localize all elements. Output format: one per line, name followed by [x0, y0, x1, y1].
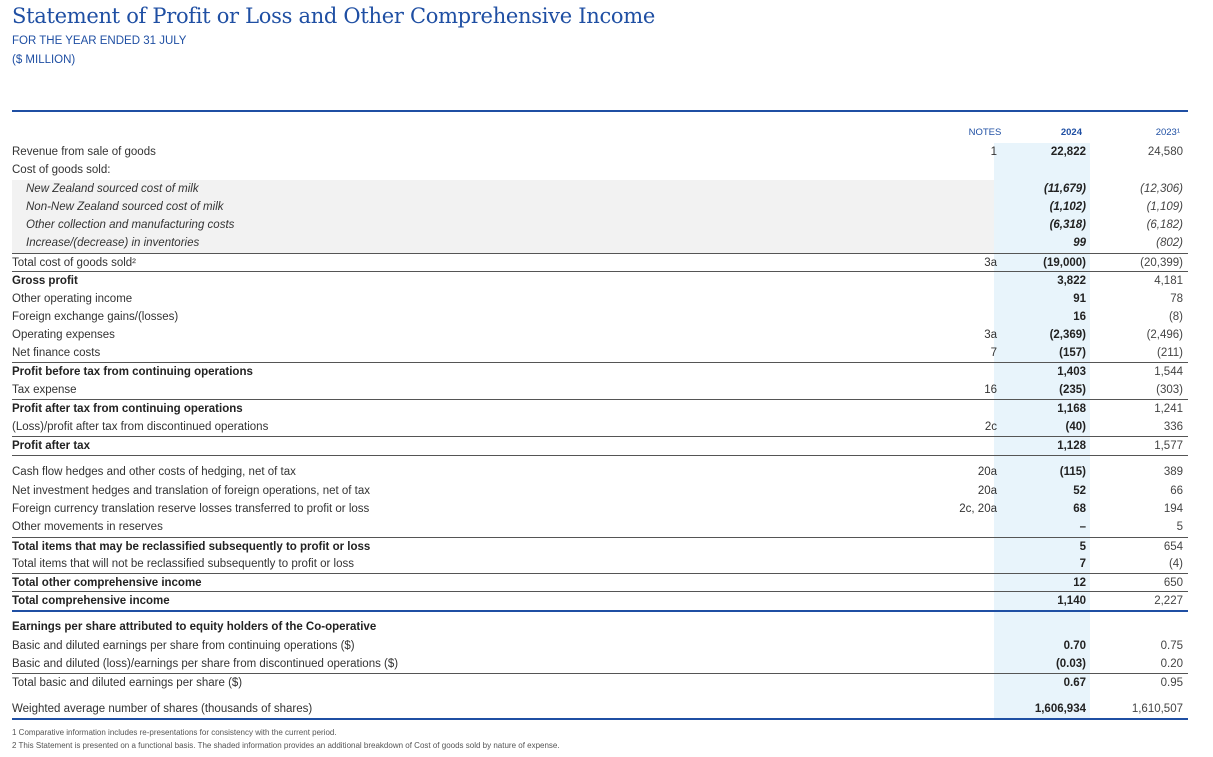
row-label: Gross profit	[12, 275, 78, 287]
table-row	[12, 673, 1188, 692]
row-note: 2c	[984, 421, 997, 433]
table-row	[12, 482, 1188, 500]
row-note: 20a	[977, 485, 997, 497]
row-label: Total cost of goods sold²	[12, 257, 137, 269]
row-value-2023: 389	[1163, 466, 1183, 478]
row-value-2023: 78	[1170, 293, 1183, 305]
row-label: New Zealand sourced cost of milk	[26, 183, 199, 195]
period-subtitle: FOR THE YEAR ENDED 31 JULY	[12, 35, 187, 47]
table-row	[12, 198, 1188, 216]
row-label: Operating expenses	[12, 329, 115, 341]
row-note: 7	[990, 347, 997, 359]
row-value-2023: 1,577	[1154, 440, 1183, 452]
row-label: Other movements in reserves	[12, 521, 163, 533]
row-label: Weighted average number of shares (thousands of shares)	[12, 703, 313, 715]
table-row	[12, 573, 1188, 592]
row-value-2024: (40)	[1065, 421, 1086, 433]
table-row	[12, 618, 1188, 636]
row-value-2024: 52	[1073, 485, 1086, 497]
row-value-2024: 5	[1079, 541, 1086, 553]
row-value-2024: 1,128	[1057, 440, 1086, 452]
row-label: Other operating income	[12, 293, 133, 305]
row-value-2024: (1,102)	[1049, 201, 1086, 213]
row-value-2023: 0.95	[1160, 677, 1183, 689]
row-value-2024: (0.03)	[1055, 658, 1086, 670]
row-note: 20a	[977, 466, 997, 478]
row-value-2023: 654	[1163, 541, 1183, 553]
row-note: 3a	[984, 329, 997, 341]
row-value-2023: 650	[1163, 577, 1183, 589]
row-value-2023: (802)	[1156, 237, 1183, 249]
row-label: Net finance costs	[12, 347, 101, 359]
table-row	[12, 518, 1188, 536]
table-row	[12, 418, 1188, 436]
row-note: 3a	[984, 257, 997, 269]
row-value-2023: (8)	[1168, 311, 1183, 323]
table-row	[12, 180, 1188, 198]
table-row	[12, 399, 1188, 418]
row-value-2023: (12,306)	[1140, 183, 1183, 195]
row-label: Net investment hedges and translation of foreign operations, net of tax	[12, 485, 370, 497]
row-value-2023: (2,496)	[1146, 329, 1183, 341]
notes-column-header: NOTES	[968, 127, 1002, 138]
year-2024-header: 2024	[1060, 127, 1082, 138]
row-label: Profit after tax from continuing operations	[12, 403, 243, 415]
row-label: Revenue from sale of goods	[12, 146, 156, 158]
row-value-2024: (19,000)	[1043, 257, 1086, 269]
table-row	[12, 344, 1188, 362]
row-label: Foreign currency translation reserve losses transferred to profit or loss	[12, 503, 370, 515]
row-value-2024: 22,822	[1050, 146, 1086, 158]
row-label: Profit before tax from continuing operations	[12, 366, 253, 378]
row-value-2023: 2,227	[1154, 595, 1183, 607]
row-value-2023: 5	[1176, 521, 1183, 533]
row-value-2023: 0.20	[1160, 658, 1183, 670]
table-row	[12, 161, 1188, 179]
row-value-2023: (211)	[1157, 347, 1183, 359]
row-value-2023: (20,399)	[1140, 257, 1183, 269]
row-value-2024: (157)	[1059, 347, 1086, 359]
row-value-2023: 1,544	[1154, 366, 1183, 378]
row-label: Basic and diluted (loss)/earnings per share from discontinued operations ($)	[12, 658, 399, 670]
row-value-2024: (6,318)	[1049, 219, 1086, 231]
row-note: 16	[984, 384, 997, 396]
row-note: 1	[990, 146, 997, 158]
row-value-2023: 336	[1163, 421, 1183, 433]
row-label: Increase/(decrease) in inventories	[26, 237, 200, 249]
table-row	[12, 500, 1188, 518]
table-row	[12, 234, 1188, 252]
row-value-2023: (4)	[1168, 558, 1183, 570]
row-value-2024: 0.70	[1063, 640, 1086, 652]
row-value-2024: 1,403	[1057, 366, 1086, 378]
row-value-2024: 0.67	[1063, 677, 1086, 689]
table-row	[12, 308, 1188, 326]
row-label: (Loss)/profit after tax from discontinued operations	[12, 421, 269, 433]
row-value-2024: 1,606,934	[1034, 703, 1086, 715]
row-value-2023: 1,610,507	[1131, 703, 1183, 715]
row-value-2024: 3,822	[1057, 275, 1086, 287]
row-label: Total other comprehensive income	[12, 577, 202, 589]
header-rule	[12, 110, 1188, 112]
row-value-2024: (115)	[1059, 466, 1086, 478]
table-row	[12, 655, 1188, 673]
table-row	[12, 362, 1188, 381]
table-row	[12, 591, 1188, 612]
row-value-2023: 66	[1170, 485, 1183, 497]
row-label: Basic and diluted earnings per share from continuing operations ($)	[12, 640, 355, 652]
row-label: Profit after tax	[12, 440, 90, 452]
row-value-2024: (235)	[1059, 384, 1086, 396]
row-note: 2c, 20a	[959, 503, 997, 515]
row-value-2024: 68	[1073, 503, 1086, 515]
row-label: Total items that will not be reclassified subsequently to profit or loss	[12, 558, 354, 570]
footnote-2: 2 This Statement is presented on a functional basis. The shaded information provides an additional breakdown of Cost of goods sold by nature of expense.	[12, 741, 560, 750]
row-value-2024: 1,140	[1057, 595, 1086, 607]
row-value-2023: (303)	[1156, 384, 1183, 396]
table-row	[12, 253, 1188, 272]
footnote-1: 1 Comparative information includes re-presentations for consistency with the current period.	[12, 728, 337, 737]
table-row	[12, 143, 1188, 161]
row-value-2024: 99	[1073, 237, 1086, 249]
row-value-2024: –	[1079, 521, 1086, 533]
table-row	[12, 555, 1188, 573]
row-label: Other collection and manufacturing costs	[26, 219, 235, 231]
row-value-2024: 1,168	[1057, 403, 1086, 415]
table-row	[12, 537, 1188, 556]
table-row	[12, 290, 1188, 308]
table-row	[12, 326, 1188, 344]
row-value-2024: (11,679)	[1044, 183, 1086, 195]
row-value-2024: 91	[1073, 293, 1086, 305]
row-value-2023: 194	[1163, 503, 1183, 515]
table-row	[12, 637, 1188, 655]
table-row	[12, 271, 1188, 290]
row-value-2024: 16	[1073, 311, 1086, 323]
row-value-2024: (2,369)	[1049, 329, 1086, 341]
row-value-2023: 4,181	[1154, 275, 1183, 287]
row-value-2023: (1,109)	[1146, 201, 1183, 213]
row-label: Non-New Zealand sourced cost of milk	[26, 201, 224, 213]
year-2023-header: 2023¹	[1155, 127, 1180, 138]
row-value-2023: 24,580	[1147, 146, 1183, 158]
page-title: Statement of Profit or Loss and Other Comprehensive Income	[12, 4, 655, 28]
table-row	[12, 700, 1188, 720]
row-value-2023: 0.75	[1160, 640, 1183, 652]
table-row	[12, 463, 1188, 481]
row-label: Earnings per share attributed to equity holders of the Co-operative	[12, 621, 377, 633]
table-row	[12, 436, 1188, 456]
row-label: Total items that may be reclassified subsequently to profit or loss	[12, 541, 371, 553]
row-value-2024: 12	[1073, 577, 1086, 589]
row-value-2024: 7	[1079, 558, 1086, 570]
row-value-2023: (6,182)	[1146, 219, 1183, 231]
row-label: Total basic and diluted earnings per share ($)	[12, 677, 243, 689]
row-label: Total comprehensive income	[12, 595, 170, 607]
table-row	[12, 381, 1188, 399]
table-row	[12, 216, 1188, 234]
row-label: Cost of goods sold:	[12, 164, 111, 176]
row-label: Cash flow hedges and other costs of hedging, net of tax	[12, 466, 296, 478]
row-value-2023: 1,241	[1154, 403, 1183, 415]
unit-subtitle: ($ MILLION)	[12, 54, 76, 66]
row-label: Foreign exchange gains/(losses)	[12, 311, 179, 323]
row-label: Tax expense	[12, 384, 77, 396]
